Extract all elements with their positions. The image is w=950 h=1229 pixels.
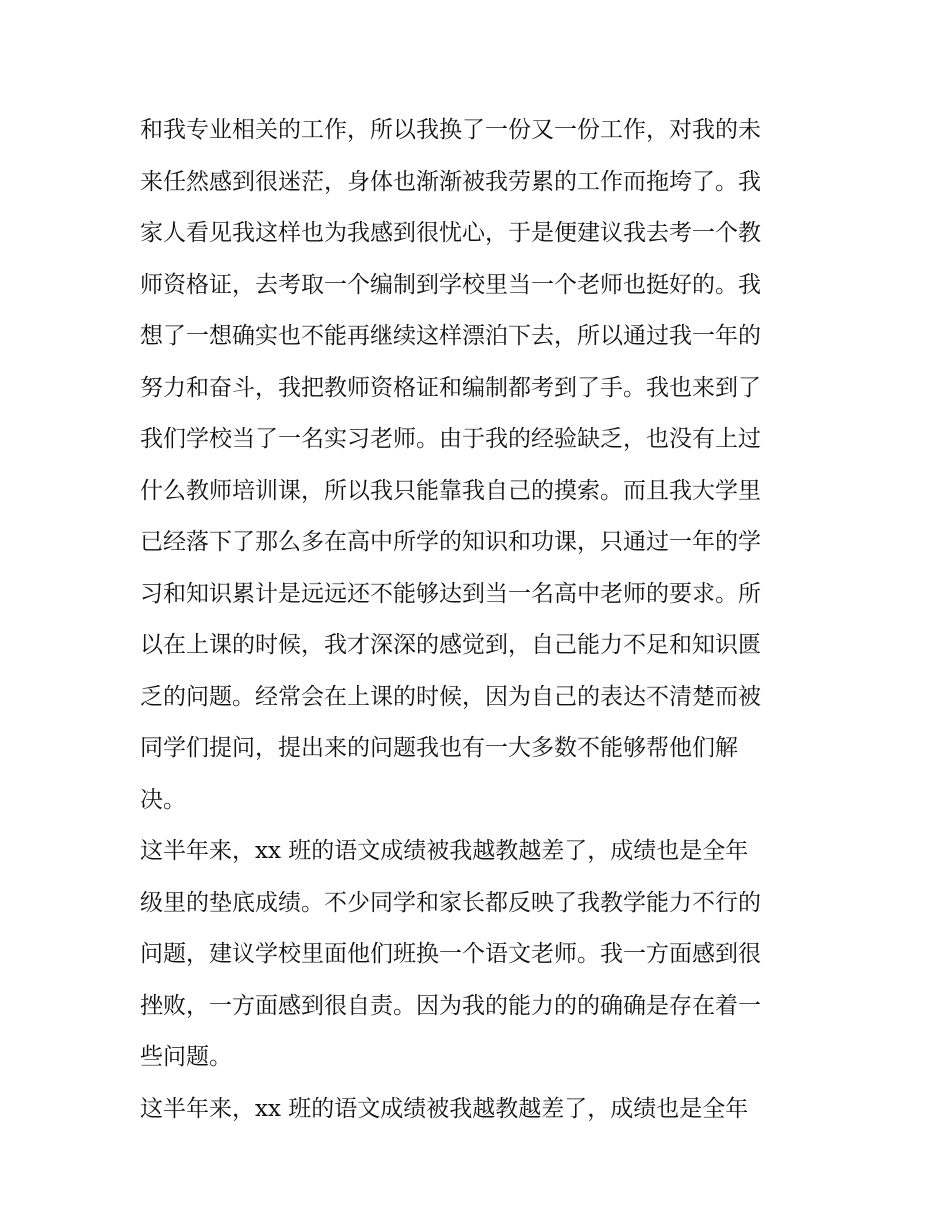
text-line: 挫败，一方面感到很自责。因为我的能力的的确确是存在着一: [140, 992, 761, 1019]
text-line: 同学们提问，提出来的问题我也有一大多数不能够帮他们解: [140, 735, 738, 761]
text-line: 些问题。: [140, 1044, 232, 1070]
text-line: 级里的垫底成绩。不少同学和家长都反映了我教学能力不行的: [140, 889, 761, 916]
text-line: 乏的问题。经常会在上课的时候，因为自己的表达不清楚而被: [140, 683, 761, 710]
text-line: 这半年来，xx 班的语文成绩被我越教越差了，成绩也是全年: [140, 838, 749, 864]
paragraph-1: [140, 105, 820, 826]
text-line: 以在上课的时候，我才深深的感觉到，自己能力不足和知识匮: [140, 632, 761, 658]
text-line: 家人看见我这样也为我感到很忧心，于是便建议我去考一个教: [140, 220, 761, 246]
text-line: 决。: [140, 786, 186, 813]
body-text: [140, 105, 820, 1135]
text-line: 问题，建议学校里面他们班换一个语文老师。我一方面感到很: [140, 941, 761, 967]
text-line: 想了一想确实也不能再继续这样漂泊下去，所以通过我一年的: [140, 323, 761, 349]
text-line: 和我专业相关的工作，所以我换了一份又一份工作，对我的未: [140, 117, 761, 143]
text-line: 师资格证，去考取一个编制到学校里当一个老师也挺好的。我: [140, 271, 761, 298]
text-line: 这半年来，xx 班的语文成绩被我越教越差了，成绩也是全年: [140, 1095, 749, 1122]
text-line: 什么教师培训课，所以我只能靠我自己的摸索。而且我大学里: [140, 477, 761, 504]
text-line: 习和知识累计是远远还不能够达到当一名高中老师的要求。所: [140, 580, 761, 607]
text-line: 已经落下了那么多在高中所学的知识和功课，只通过一年的学: [140, 529, 761, 555]
text-line: 来任然感到很迷茫，身体也渐渐被我劳累的工作而拖垮了。我: [140, 168, 761, 195]
text-line: 努力和奋斗，我把教师资格证和编制都考到了手。我也来到了: [140, 374, 761, 401]
paragraph-3: [140, 1084, 820, 1136]
paragraph-2: [140, 826, 820, 1084]
text-line: 我们学校当了一名实习老师。由于我的经验缺乏，也没有上过: [140, 426, 761, 452]
